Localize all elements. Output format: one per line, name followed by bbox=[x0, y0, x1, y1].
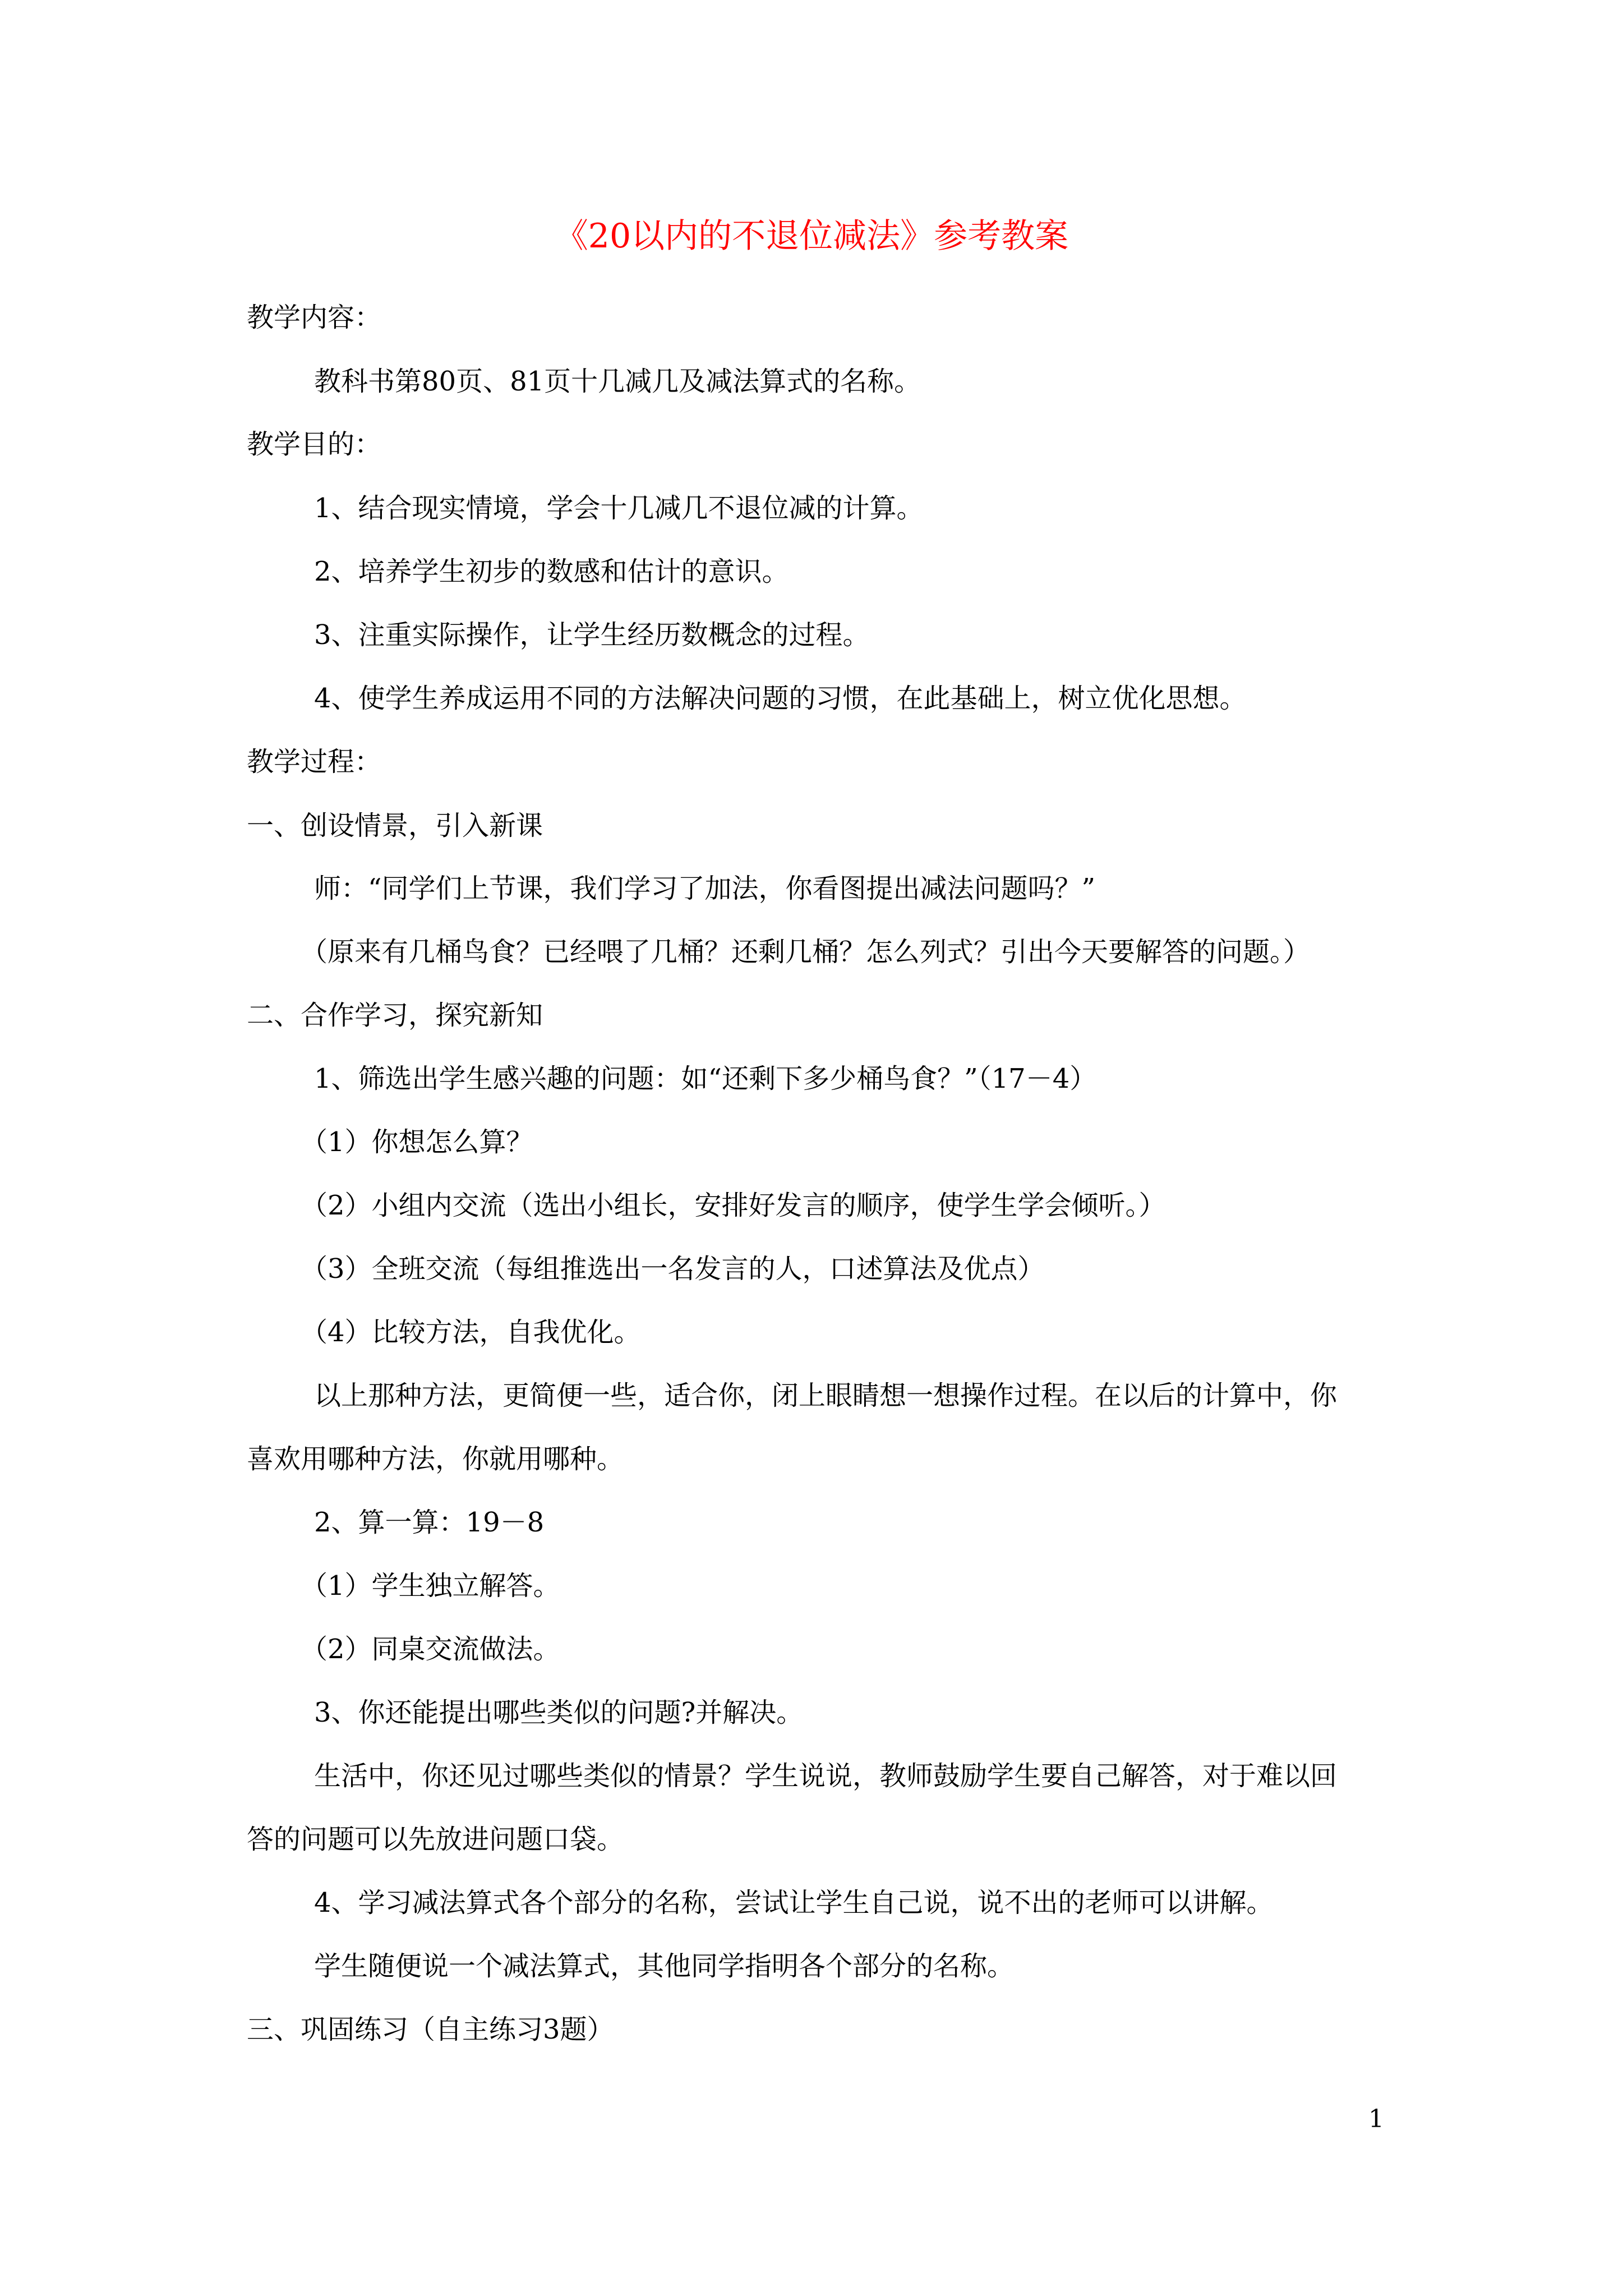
step-item-3: 3、你还能提出哪些类似的问题?并解决。 bbox=[314, 1697, 804, 1728]
document-title: 《20以内的不退位减法》参考教案 bbox=[554, 217, 1069, 256]
sub-item-2-1: （1）学生独立解答。 bbox=[301, 1570, 560, 1602]
step-item-4: 4、学习减法算式各个部分的名称，尝试让学生自己说，说不出的老师可以讲解。 bbox=[314, 1887, 1274, 1918]
heading-teaching-content: 教学内容： bbox=[247, 302, 382, 333]
goal-item-2: 2、培养学生初步的数感和估计的意识。 bbox=[314, 556, 789, 587]
paragraph-method-line-2: 喜欢用哪种方法，你就用哪种。 bbox=[247, 1443, 624, 1475]
section-heading-2: 二、合作学习，探究新知 bbox=[247, 1000, 543, 1031]
paragraph-life-line-2: 答的问题可以先放进问题口袋。 bbox=[247, 1824, 624, 1855]
paragraph-method-line-1: 以上那种方法，更简便一些，适合你，闭上眼睛想一想操作过程。在以后的计算中，你 bbox=[314, 1380, 1338, 1411]
page-number: 1 bbox=[1368, 2105, 1384, 2133]
sub-item-1-3: （3）全班交流（每组推选出一名发言的人，口述算法及优点） bbox=[301, 1253, 1045, 1285]
paragraph-bird-food-questions: （原来有几桶鸟食？已经喂了几桶？还剩几桶？怎么列式？引出今天要解答的问题。） bbox=[301, 936, 1311, 968]
sub-item-1-2: （2）小组内交流（选出小组长，安排好发言的顺序，使学生学会倾听。） bbox=[301, 1190, 1166, 1221]
step-item-2: 2、算一算：19－8 bbox=[314, 1507, 545, 1538]
section-heading-1: 一、创设情景，引入新课 bbox=[247, 810, 543, 841]
section-heading-3: 三、巩固练习（自主练习3题） bbox=[247, 2014, 614, 2045]
sub-item-1-1: （1）你想怎么算？ bbox=[301, 1126, 533, 1158]
paragraph-life-line-1: 生活中，你还见过哪些类似的情景？学生说说，教师鼓励学生要自己解答，对于难以回 bbox=[314, 1760, 1338, 1792]
sub-item-2-2: （2）同桌交流做法。 bbox=[301, 1634, 560, 1665]
paragraph-teacher-quote: 师：“同学们上节课，我们学习了加法，你看图提出减法问题吗？” bbox=[314, 873, 1096, 904]
step-item-1: 1、筛选出学生感兴趣的问题：如“还剩下多少桶鸟食？”（17－4） bbox=[314, 1063, 1097, 1094]
goal-item-4: 4、使学生养成运用不同的方法解决问题的习惯，在此基础上，树立优化思想。 bbox=[314, 683, 1247, 714]
goal-item-1: 1、结合现实情境，学会十几减几不退位减的计算。 bbox=[314, 493, 924, 524]
heading-teaching-goals: 教学目的： bbox=[247, 429, 382, 460]
paragraph-textbook-pages: 教科书第80页、81页十几减几及减法算式的名称。 bbox=[314, 366, 921, 397]
sub-item-1-4: （4）比较方法，自我优化。 bbox=[301, 1317, 641, 1348]
heading-teaching-process: 教学过程： bbox=[247, 746, 382, 777]
goal-item-3: 3、注重实际操作，让学生经历数概念的过程。 bbox=[314, 619, 870, 651]
paragraph-formula-parts: 学生随便说一个减法算式，其他同学指明各个部分的名称。 bbox=[314, 1950, 1015, 1982]
